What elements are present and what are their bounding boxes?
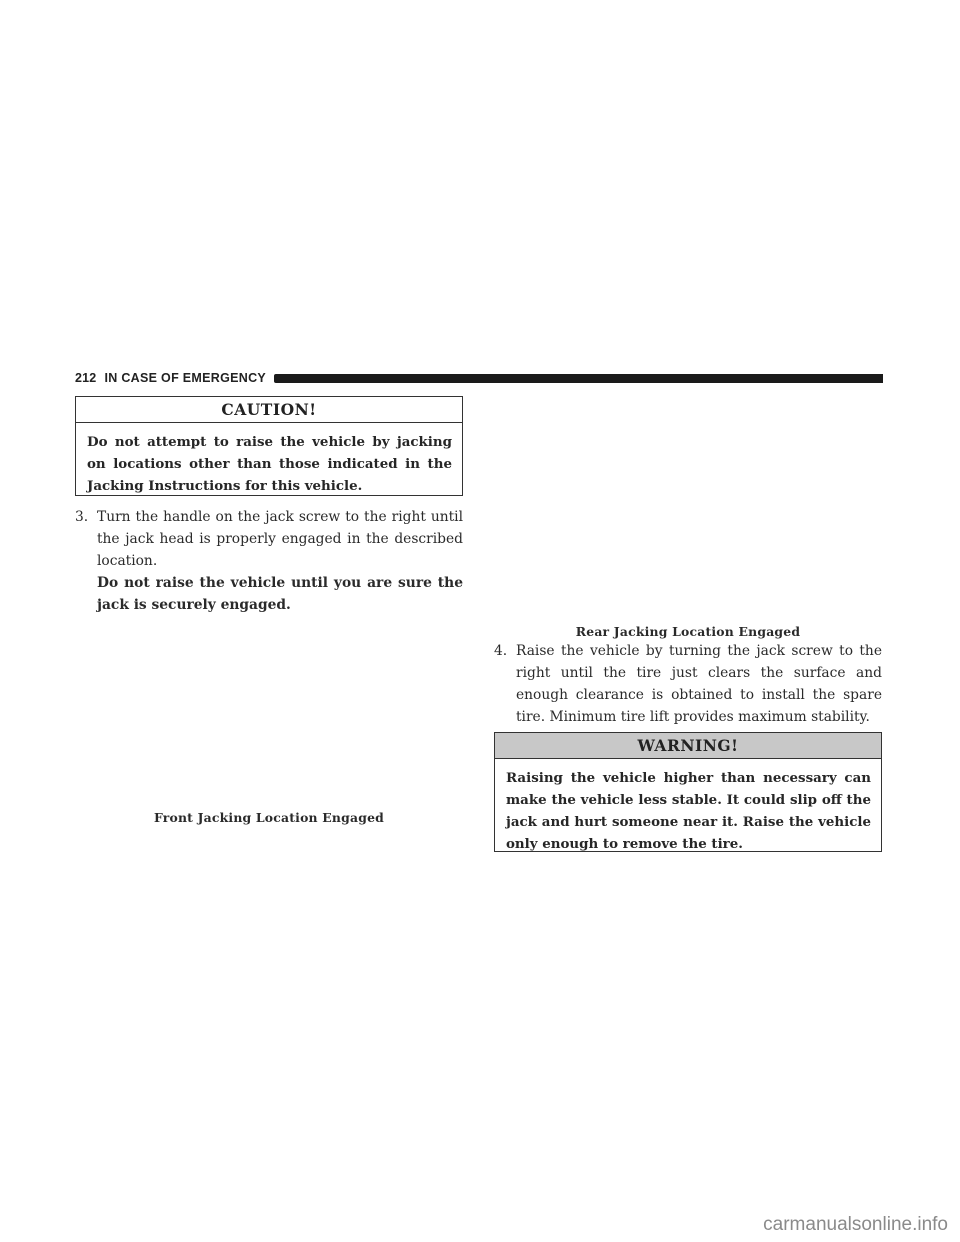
caution-box (75, 396, 463, 496)
caution-title: CAUTION! (76, 397, 462, 423)
step-4-body: Raise the vehicle by turning the jack screw to the right until the tire just clears the surface and enough clearance is obtained to install the spare tire. Minimum tire lift provides maximum stability. (516, 643, 882, 725)
header-rule (274, 374, 883, 383)
warning-title: WARNING! (495, 733, 881, 759)
step-4 (494, 640, 882, 728)
section-title: IN CASE OF EMERGENCY (104, 371, 267, 385)
step-3-number: 3. (75, 509, 89, 525)
warning-body: Raising the vehicle higher than necessary can make the vehicle less stable. It could slip off the jack and hurt someone near it. Raise the vehicle only enough to remove the tire. (506, 770, 871, 852)
step-3-bold-text: Do not raise the vehicle until you are sure the jack is securely engaged. (97, 575, 463, 613)
step-4-number: 4. (494, 643, 508, 659)
page-number: 212 (75, 371, 97, 385)
step-3-text (75, 506, 463, 572)
step-3 (75, 506, 463, 616)
front-figure-caption: Front Jacking Location Engaged (153, 810, 385, 825)
step-3-body: Turn the handle on the jack screw to the right until the jack head is properly engaged in the described location. (97, 509, 463, 569)
caution-body: Do not attempt to raise the vehicle by jacking on locations other than those indicated in the Jacking Instructions for this vehicle. (87, 434, 452, 494)
step-4-text (494, 640, 882, 728)
warning-box (494, 732, 882, 852)
watermark-link[interactable]: carmanualsonline.info (763, 1214, 948, 1235)
rear-figure-caption: Rear Jacking Location Engaged (575, 624, 801, 639)
page-header (75, 370, 883, 386)
